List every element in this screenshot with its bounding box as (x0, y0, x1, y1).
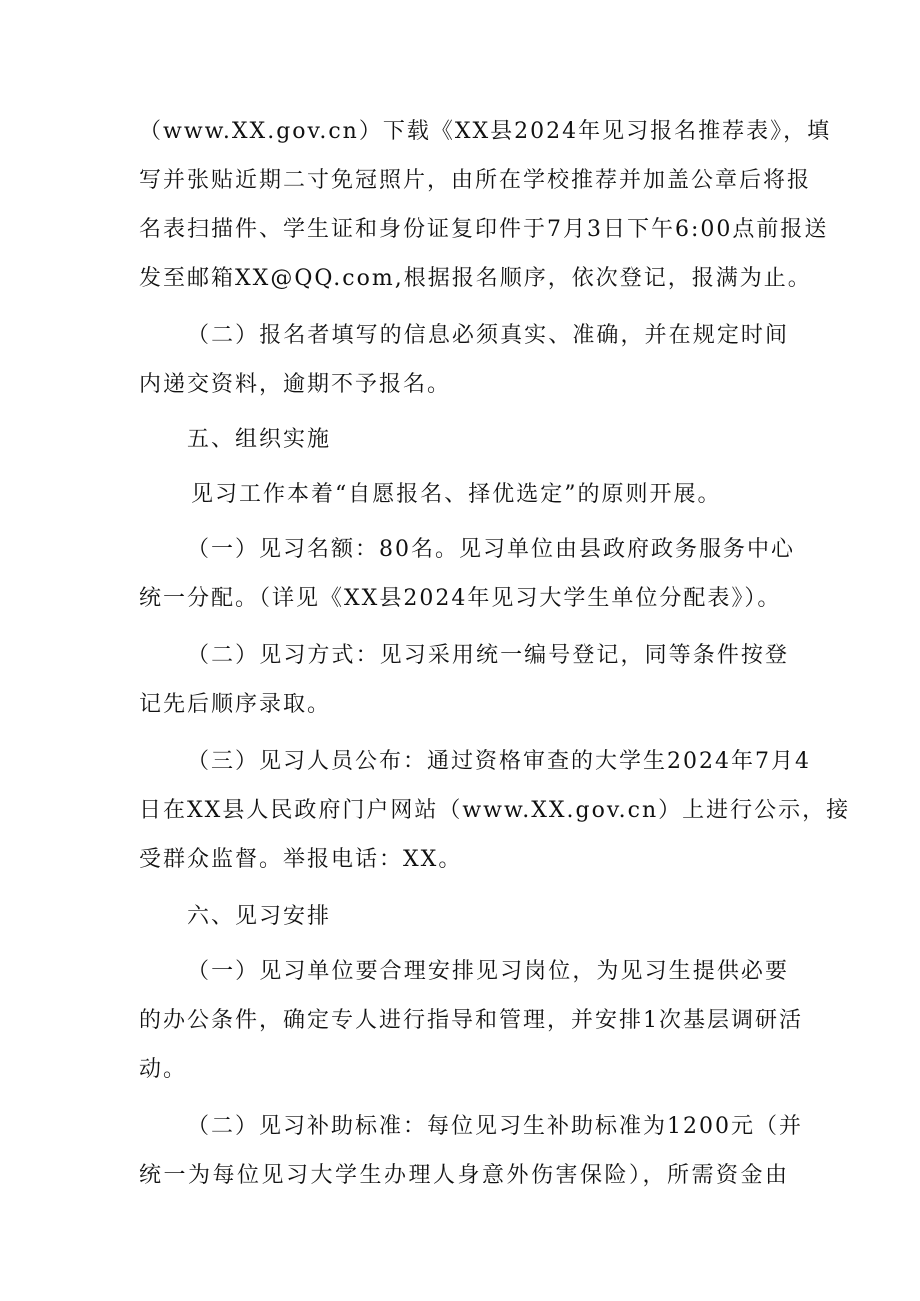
paragraph-line: 日在XX县人民政府门户网站（www.XX.gov.cn）上进行公示，接 (139, 798, 851, 823)
section-heading-5: 五、组织实施 (187, 427, 332, 452)
paragraph-line: 受群众监督。举报电话：XX。 (139, 847, 463, 872)
paragraph-line: 的办公条件，确定专人进行指导和管理，并安排1次基层调研活 (139, 1008, 803, 1033)
paragraph-line: 见习工作本着“自愿报名、择优选定”的原则开展。 (191, 482, 722, 507)
paragraph-line: 名表扫描件、学生证和身份证复印件于7月3日下午6:00点前报送 (139, 217, 829, 242)
paragraph-line: （二）见习补助标准：每位见习生补助标准为1200元（并 (187, 1114, 803, 1139)
paragraph-line: （三）见习人员公布：通过资格审查的大学生2024年7月4 (187, 749, 811, 774)
paragraph-line: （www.XX.gov.cn）下载《XX县2024年见习报名推荐表》，填 (139, 119, 832, 144)
paragraph-line: 内递交资料，逾期不予报名。 (139, 372, 452, 397)
section-heading-6: 六、见习安排 (187, 904, 332, 929)
document-body (139, 107, 851, 1200)
paragraph-line: （一）见习单位要合理安排见习岗位，为见习生提供必要 (187, 959, 789, 984)
paragraph-line: 动。 (139, 1057, 188, 1082)
paragraph-line: （二）报名者填写的信息必须真实、准确，并在规定时间 (187, 323, 789, 348)
paragraph-line: 写并张贴近期二寸免冠照片，由所在学校推荐并加盖公章后将报 (139, 168, 812, 193)
paragraph-line: 统一为每位见习大学生办理人身意外伤害保险），所需资金由 (139, 1163, 789, 1188)
paragraph-line: 发至邮箱XX@QQ.com,根据报名顺序，依次登记，报满为止。 (139, 266, 812, 291)
paragraph-line: （二）见习方式：见习采用统一编号登记，同等条件按登 (187, 643, 789, 668)
paragraph-line: 统一分配。（详见《XX县2024年见习大学生单位分配表》）。 (139, 586, 782, 611)
paragraph-line: （一）见习名额：80名。见习单位由县政府政务服务中心 (187, 537, 795, 562)
paragraph-line: 记先后顺序录取。 (139, 692, 332, 717)
